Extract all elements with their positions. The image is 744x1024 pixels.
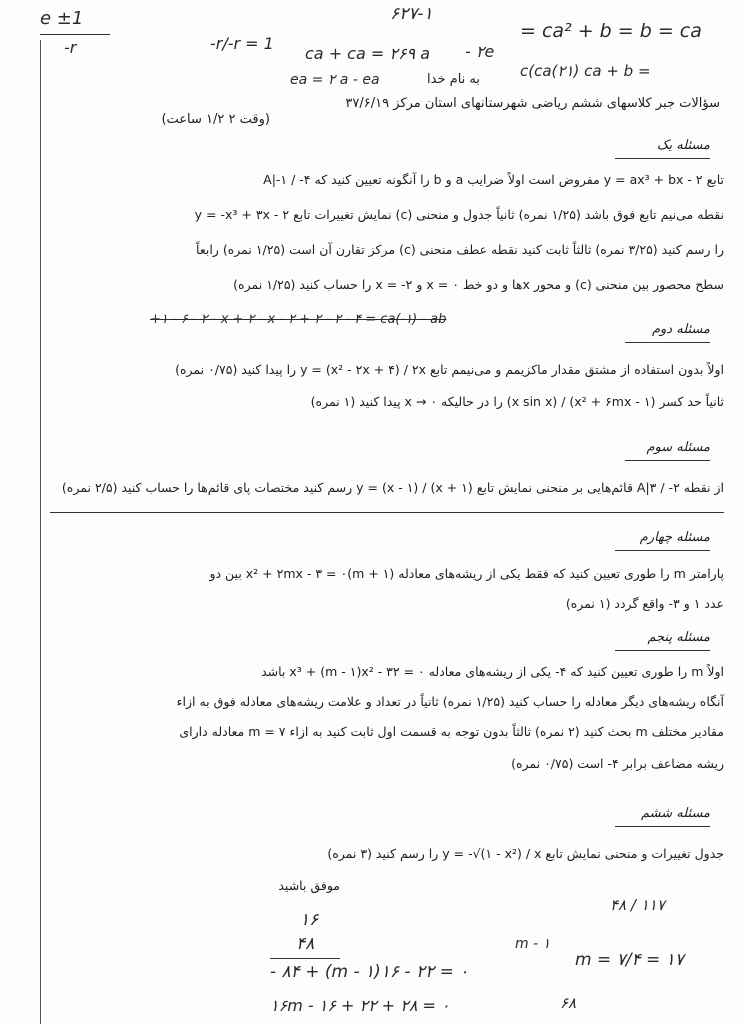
closing-note: موفق باشید	[278, 878, 340, 893]
scribble-bottom-b: m - ۱	[515, 936, 551, 952]
section-4-underline	[615, 550, 710, 551]
scribble-eq-row3: ea = ۲ a - ea	[290, 72, 380, 88]
section-1-line-1: تابع y = ax³ + bx - ۲ مفروض است اولاً ضرایب a و b را آنگونه تعیین کنید که A|-۱ / -۴	[263, 172, 724, 187]
scribble-bottom-a-top: ۱۶	[300, 910, 319, 930]
fraction-bar	[40, 34, 110, 35]
scribble-bottom-line-b: ۱۶m - ۱۶ + ۲۲ + ۲۸ = ۰	[270, 996, 450, 1015]
section-1-line-3: را رسم کنید (۳/۲۵ نمره) ثالثاً ثابت کنید نقطه عطف منحنی (c) مرکز تقارن آن است (۱/۲۵ نمره) رابعاً	[196, 242, 724, 257]
section-2-heading: مسئله دوم	[651, 322, 710, 337]
section-2-line-2: ثانیاً حد کسر (x² + ۶mx - ۱) / (x sin x) را در حالیکه x → ۰ پیدا کنید (۱ نمره)	[310, 394, 724, 409]
scribble-bottom-d: ۶۸	[560, 994, 577, 1012]
section-1-heading: مسئله یک	[656, 138, 710, 153]
section-4-heading: مسئله چهارم	[639, 530, 710, 545]
scribble-eq-row2-mid: - ۲e	[465, 42, 495, 61]
section-1-line-4: سطح محصور بین منحنی (c) و محور xها و دو خط x = ۰ و x = -۲ را حساب کنید (۱/۲۵ نمره)	[233, 277, 724, 292]
section-6-heading: مسئله ششم	[640, 806, 710, 821]
scribble-fraction-left-num: e ±1	[40, 8, 84, 29]
section-5-line-3: مقادیر مختلف m بحث کنید (۲ نمره) ثالثاً بدون توجه به قسمت اول ثابت کنید به ازاء m = ۷ معادله دارای	[179, 724, 724, 739]
scribble-bottom-line-a: - ۸۴ + (m - ۱)۱۶ - ۲۲ = ۰	[270, 962, 469, 982]
section-6-line-1: جدول تغییرات و منحنی نمایش تابع y = -√(۱ - x²) / x را رسم کنید (۳ نمره)	[327, 846, 724, 861]
section-5-underline	[615, 650, 710, 651]
exam-time: (وقت ۲ ۱/۲ ساعت)	[161, 112, 270, 127]
scribble-eq-top: ۶۲۷-۱	[390, 4, 433, 24]
section-2-underline	[625, 342, 710, 343]
scribble-bottom-c: m = ۷/۴ = ۱۷	[575, 950, 684, 970]
section-5-line-4: ریشه مضاعف برابر ۴- است (۰/۷۵ نمره)	[511, 756, 724, 771]
section-3-heading: مسئله سوم	[646, 440, 710, 455]
section-5-line-2: آنگاه ریشه‌های دیگر معادله را حساب کنید (۱/۲۵ نمره) ثانیاً در تعداد و علامت ریشه‌های معادله فوق به ازاء	[176, 694, 724, 709]
section-2-line-1: اولاً بدون استفاده از مشتق مقدار ماکزیمم و می‌نیمم تابع y = (x² - ۲x + ۴) / ۲x را پیدا کنید (۰/۷۵ نمره)	[175, 362, 724, 377]
scribble-fraction-mid: -r/-r = 1	[210, 34, 274, 53]
section-3-underline	[625, 460, 710, 461]
margin-rule	[40, 40, 41, 1024]
scribble-fraction-left-den: -r	[64, 38, 77, 57]
section-5-heading: مسئله پنجم	[647, 630, 710, 645]
scribble-eq-row2-left: ca + ca = ۲۶۹ a	[305, 44, 431, 63]
scribble-bottom-c-top: ۴۸ / ۱۱۷	[610, 896, 665, 914]
exam-basmala: به نام خدا	[427, 72, 480, 87]
section-1-scribble: +۱ - ۶ - ۲ - x + ۲ - x - ۲ + ۲ - ۲ - ۴ = ca(-۱) - ab	[150, 312, 447, 327]
scribble-bottom-bar	[270, 958, 340, 959]
section-4-line-2: عدد ۱ و ۳- واقع گردد (۱ نمره)	[565, 596, 724, 611]
scribble-bottom-a-mid: ۴۸	[296, 934, 315, 954]
section-4-line-1: پارامتر m را طوری تعیین کنید که فقط یکی از ریشه‌های معادله (m + ۱)x² + ۲mx - ۳ = ۰ بین دو	[209, 566, 724, 581]
section-1-underline	[615, 158, 710, 159]
section-6-underline	[615, 826, 710, 827]
section-5-line-1: اولاً m را طوری تعیین کنید که ۴- یکی از ریشه‌های معادله x³ + (m - ۱)x² - ۳۲ = ۰ باشد	[261, 664, 724, 679]
section-3-line-1: از نقطه A|۳ / -۲ قائم‌هایی بر منحنی نمایش تابع y = (x - ۱) / (x + ۱) رسم کنید مختصات پای قائم‌ها را حساب کنید (۲/۵ نمره)	[61, 480, 724, 495]
section-3-rule	[50, 512, 724, 513]
scribble-eq-row2-right: c(ca(۲۱) ca + b =	[520, 62, 651, 80]
exam-title: سؤالات جبر کلاسهای ششم ریاضی شهرستانهای استان مرکز ۳۷/۶/۱۹	[345, 96, 720, 111]
section-1-line-2: نقطه می‌نیم تابع فوق باشد (۱/۲۵ نمره) ثانیاً جدول و منحنی (c) نمایش تغییرات تابع y = -x³ + ۳x - ۲	[194, 207, 724, 222]
scribble-eq-right: = ca² + b = b = ca	[520, 20, 702, 42]
